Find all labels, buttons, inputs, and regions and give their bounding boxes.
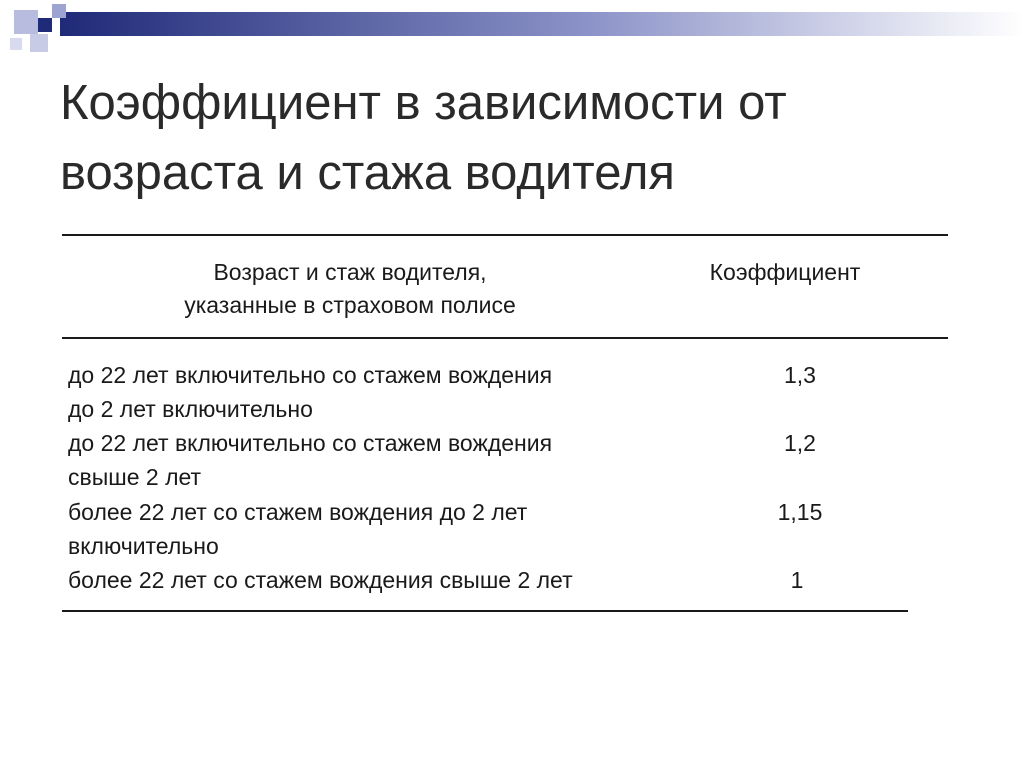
column-header-coefficient [680, 256, 890, 289]
table-row-label [68, 563, 573, 597]
row-2-line-2: свыше 2 лет [68, 464, 202, 490]
title-line-1: Коэффициент в зависимости от [60, 76, 787, 130]
row-4-coefficient: 1 [790, 567, 804, 593]
row-1-line-2: до 2 лет включительно [68, 396, 313, 422]
column-header-age-experience [110, 256, 590, 322]
row-3-line-1: более 22 лет со стажем вождения до 2 лет [68, 499, 528, 525]
column-header-age-experience-line-2: указанные в страховом полисе [184, 292, 516, 318]
row-2-line-1: до 22 лет включительно со стажем вождения [68, 430, 553, 456]
table-bottom-rule [62, 610, 908, 612]
table-header-rule [62, 337, 948, 339]
column-header-coefficient-label: Коэффициент [709, 259, 861, 285]
row-2-coefficient: 1,2 [784, 430, 816, 456]
row-1-coefficient: 1,3 [784, 362, 816, 388]
page-title [60, 68, 960, 208]
table-row-label [68, 358, 552, 426]
table-top-rule [62, 234, 948, 236]
row-1-line-1: до 22 лет включительно со стажем вождения [68, 362, 553, 388]
decorative-header-bar [0, 0, 1024, 60]
table-row-label [68, 426, 552, 494]
row-3-coefficient: 1,15 [777, 499, 823, 525]
row-3-line-2: включительно [68, 533, 219, 559]
table-row-label [68, 495, 527, 563]
title-line-2: возраста и стажа водителя [60, 146, 675, 200]
row-4-line-1: более 22 лет со стажем вождения свыше 2 лет [68, 567, 573, 593]
column-header-age-experience-line-1: Возраст и стаж водителя, [213, 259, 487, 285]
